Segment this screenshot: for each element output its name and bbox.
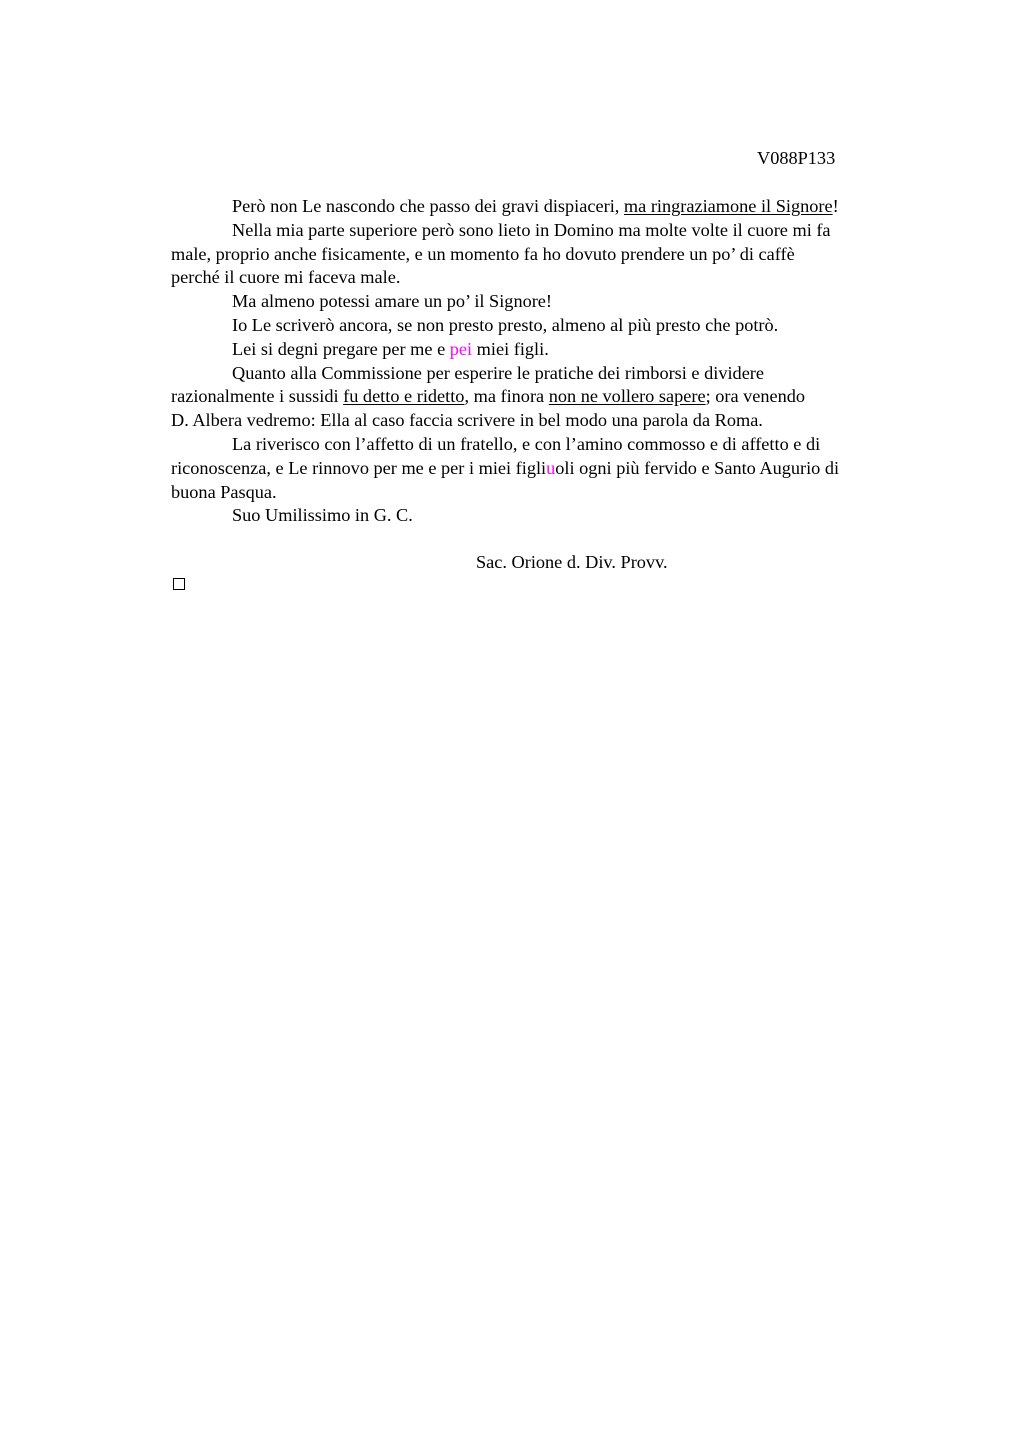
text-segment: La riverisco con l’affetto di un fratello, e con l’amino commosso e di affetto e di — [232, 433, 821, 454]
text-segment: ; ora venendo — [705, 386, 806, 407]
text-line — [171, 290, 931, 314]
text-line — [171, 219, 931, 243]
document-reference: V088P133 — [757, 148, 836, 168]
text-line — [171, 362, 931, 386]
text-segment: male, proprio anche fisicamente, e un momento fa ho dovuto prendere un po’ di caffè — [171, 243, 795, 264]
text-segment: Quanto alla Commissione per esperire le pratiche dei rimborsi e dividere — [232, 362, 765, 383]
text-segment: miei figli. — [472, 338, 549, 359]
text-segment: razionalmente i sussidi — [171, 386, 344, 407]
text-segment: ! — [832, 196, 839, 216]
text-segment: oli ogni più fervido e Santo Augurio di — [555, 457, 840, 478]
signature: Sac. Orione d. Div. Provv. — [476, 552, 668, 572]
text-segment: Io Le scriverò ancora, se non presto presto, almeno al più presto che potrò. — [232, 314, 779, 335]
text-segment: riconoscenza, e Le rinnovo per me e per i miei figli — [171, 457, 547, 478]
text-line — [171, 409, 931, 433]
text-segment: buona Pasqua. — [171, 481, 277, 502]
text-line — [171, 338, 931, 362]
text-segment: perché il cuore mi faceva male. — [171, 267, 401, 288]
text-segment: Lei si degni pregare per me e — [232, 338, 450, 359]
highlighted-text: u — [546, 457, 556, 478]
text-line — [171, 433, 931, 457]
text-segment: Nella mia parte superiore però sono lieto in Domino ma molte volte il cuore mi fa — [232, 219, 831, 240]
text-segment: D. Albera vedremo: Ella al caso faccia scrivere in bel modo una parola da Roma. — [171, 410, 763, 431]
text-segment: Ma almeno potessi amare un po’ il Signore! — [232, 291, 553, 312]
highlighted-text: pei — [449, 338, 473, 359]
text-segment: Suo Umilissimo in G. C. — [232, 505, 413, 526]
text-line — [171, 243, 931, 267]
text-line — [171, 457, 931, 481]
underlined-text: ma ringraziamone il Signore — [623, 196, 833, 216]
text-segment: , ma finora — [464, 386, 549, 407]
text-line — [171, 385, 931, 409]
letter-body — [171, 195, 931, 528]
text-line — [171, 314, 931, 338]
text-segment: Però non Le nascondo che passo dei gravi dispiaceri, — [232, 196, 624, 216]
text-line — [171, 481, 931, 505]
underlined-text: non ne vollero sapere — [548, 386, 706, 407]
underlined-text: fu detto e ridetto — [343, 386, 465, 407]
text-line — [171, 504, 931, 528]
text-line — [171, 266, 931, 290]
checkbox-square-icon — [173, 578, 185, 590]
text-line — [171, 195, 931, 219]
